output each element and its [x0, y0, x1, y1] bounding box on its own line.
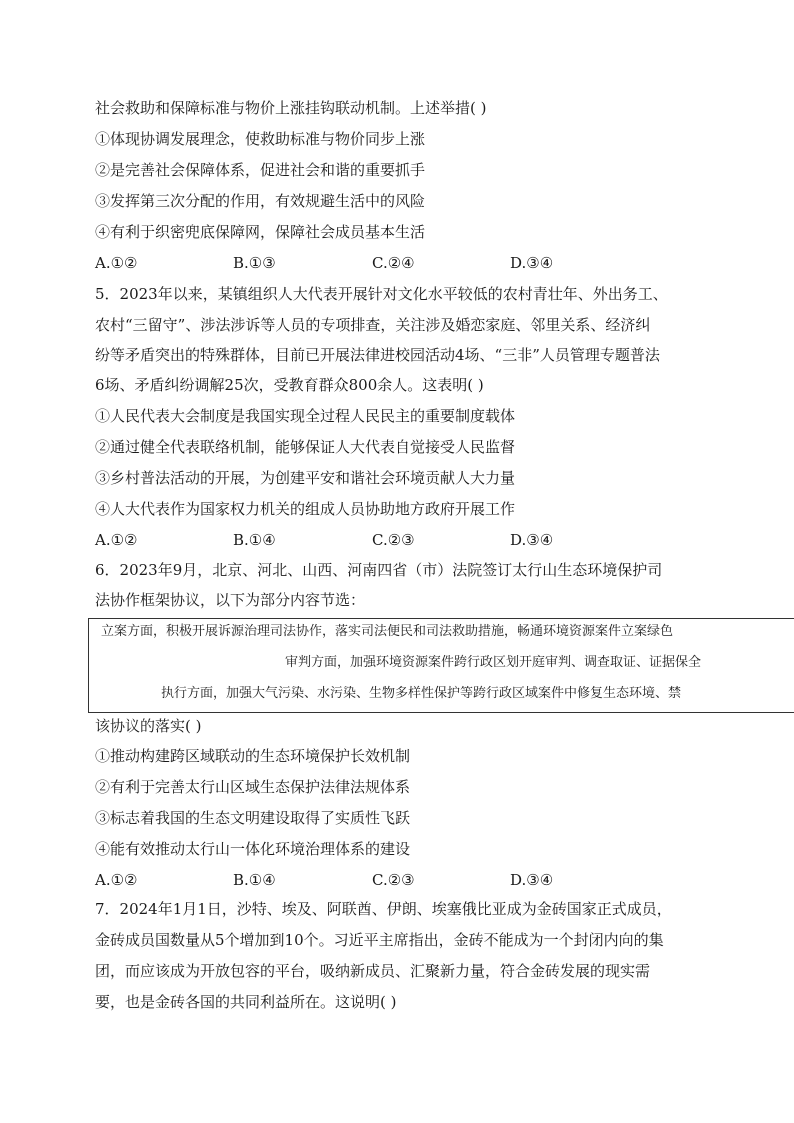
q5-item-3: ③乡村普法活动的开展，为创建平安和谐社会环境贡献人大力量 — [95, 469, 516, 487]
q6-stem-line-1: 6．2023年9月，北京、河北、山西、河南四省（市）法院签订太行山生态环境保护司 — [95, 561, 663, 579]
q6-excerpt-line-1: 立案方面，积极开展诉源治理司法协作，落实司法便民和司法救助措施，畅通环境资源案件立案绿色 — [101, 624, 674, 639]
q5-item-1: ①人民代表大会制度是我国实现全过程人民民主的重要制度载体 — [95, 407, 516, 425]
q6-option-b[interactable]: B.①④ — [233, 871, 276, 889]
q4-option-b[interactable]: B.①③ — [233, 254, 276, 272]
q6-item-4: ④能有效推动太行山一体化环境治理体系的建设 — [95, 840, 411, 858]
q7-stem-line-1: 7．2024年1月1日，沙特、埃及、阿联酋、伊朗、埃塞俄比亚成为金砖国家正式成员， — [95, 900, 672, 918]
q4-item-3: ③发挥第三次分配的作用，有效规避生活中的风险 — [95, 192, 426, 210]
q6-excerpt-box — [88, 618, 794, 713]
q7-stem-line-3: 团，而应该成为开放包容的平台，吸纳新成员、汇聚新力量，符合金砖发展的现实需 — [95, 962, 651, 980]
q4-item-1: ①体现协调发展理念，使救助标准与物价同步上涨 — [95, 130, 426, 148]
q5-option-d[interactable]: D.③④ — [510, 531, 554, 549]
q5-option-c[interactable]: C.②③ — [372, 531, 415, 549]
q6-excerpt-line-3: 执行方面，加强大气污染、水污染、生物多样性保护等跨行政区域案件中修复生态环境、禁 — [161, 686, 682, 701]
q7-stem-line-2: 金砖成员国数量从5个增加到10个。习近平主席指出，金砖不能成为一个封闭内向的集 — [95, 931, 664, 949]
q4-option-c[interactable]: C.②④ — [372, 254, 415, 272]
q5-option-b[interactable]: B.①④ — [233, 531, 276, 549]
q4-option-a[interactable]: A.①② — [95, 254, 138, 272]
q6-option-a[interactable]: A.①② — [95, 871, 138, 889]
q6-item-3: ③标志着我国的生态文明建设取得了实质性飞跃 — [95, 809, 411, 827]
q6-after-box: 该协议的落实( ) — [95, 717, 202, 735]
q6-option-c[interactable]: C.②③ — [372, 871, 415, 889]
q4-item-4: ④有利于织密兜底保障网，保障社会成员基本生活 — [95, 223, 426, 241]
q5-stem-line-3: 纷等矛盾突出的特殊群体，目前已开展法律进校园活动4场、“三非”人员管理专题普法 — [95, 346, 660, 364]
q6-excerpt-line-2: 审判方面，加强环境资源案件跨行政区划开庭审判、调查取证、证据保全 — [285, 655, 702, 670]
q5-stem-line-1: 5．2023年以来，某镇组织人大代表开展针对文化水平较低的农村青壮年、外出务工、 — [95, 285, 668, 303]
q6-item-1: ①推动构建跨区域联动的生态环境保护长效机制 — [95, 747, 411, 765]
q6-item-2: ②有利于完善太行山区域生态保护法律法规体系 — [95, 778, 411, 796]
q5-item-2: ②通过健全代表联络机制，能够保证人大代表自觉接受人民监督 — [95, 438, 516, 456]
q5-stem-line-2: 农村“三留守”、涉法涉诉等人员的专项排查，关注涉及婚恋家庭、邻里关系、经济纠 — [95, 316, 651, 334]
q6-option-d[interactable]: D.③④ — [510, 871, 554, 889]
q5-item-4: ④人大代表作为国家权力机关的组成人员协助地方政府开展工作 — [95, 500, 516, 518]
q7-stem-line-4: 要，也是金砖各国的共同利益所在。这说明( ) — [95, 993, 397, 1011]
q5-stem-line-4: 6场、矛盾纠纷调解25次，受教育群众800余人。这表明( ) — [95, 376, 484, 394]
q5-option-a[interactable]: A.①② — [95, 531, 138, 549]
q4-item-2: ②是完善社会保障体系，促进社会和谐的重要抓手 — [95, 161, 426, 179]
q6-stem-line-2: 法协作框架协议，以下为部分内容节选： — [95, 591, 366, 609]
q4-stem-end: 社会救助和保障标准与物价上涨挂钩联动机制。上述举措( ) — [95, 99, 487, 117]
q4-option-d[interactable]: D.③④ — [510, 254, 554, 272]
